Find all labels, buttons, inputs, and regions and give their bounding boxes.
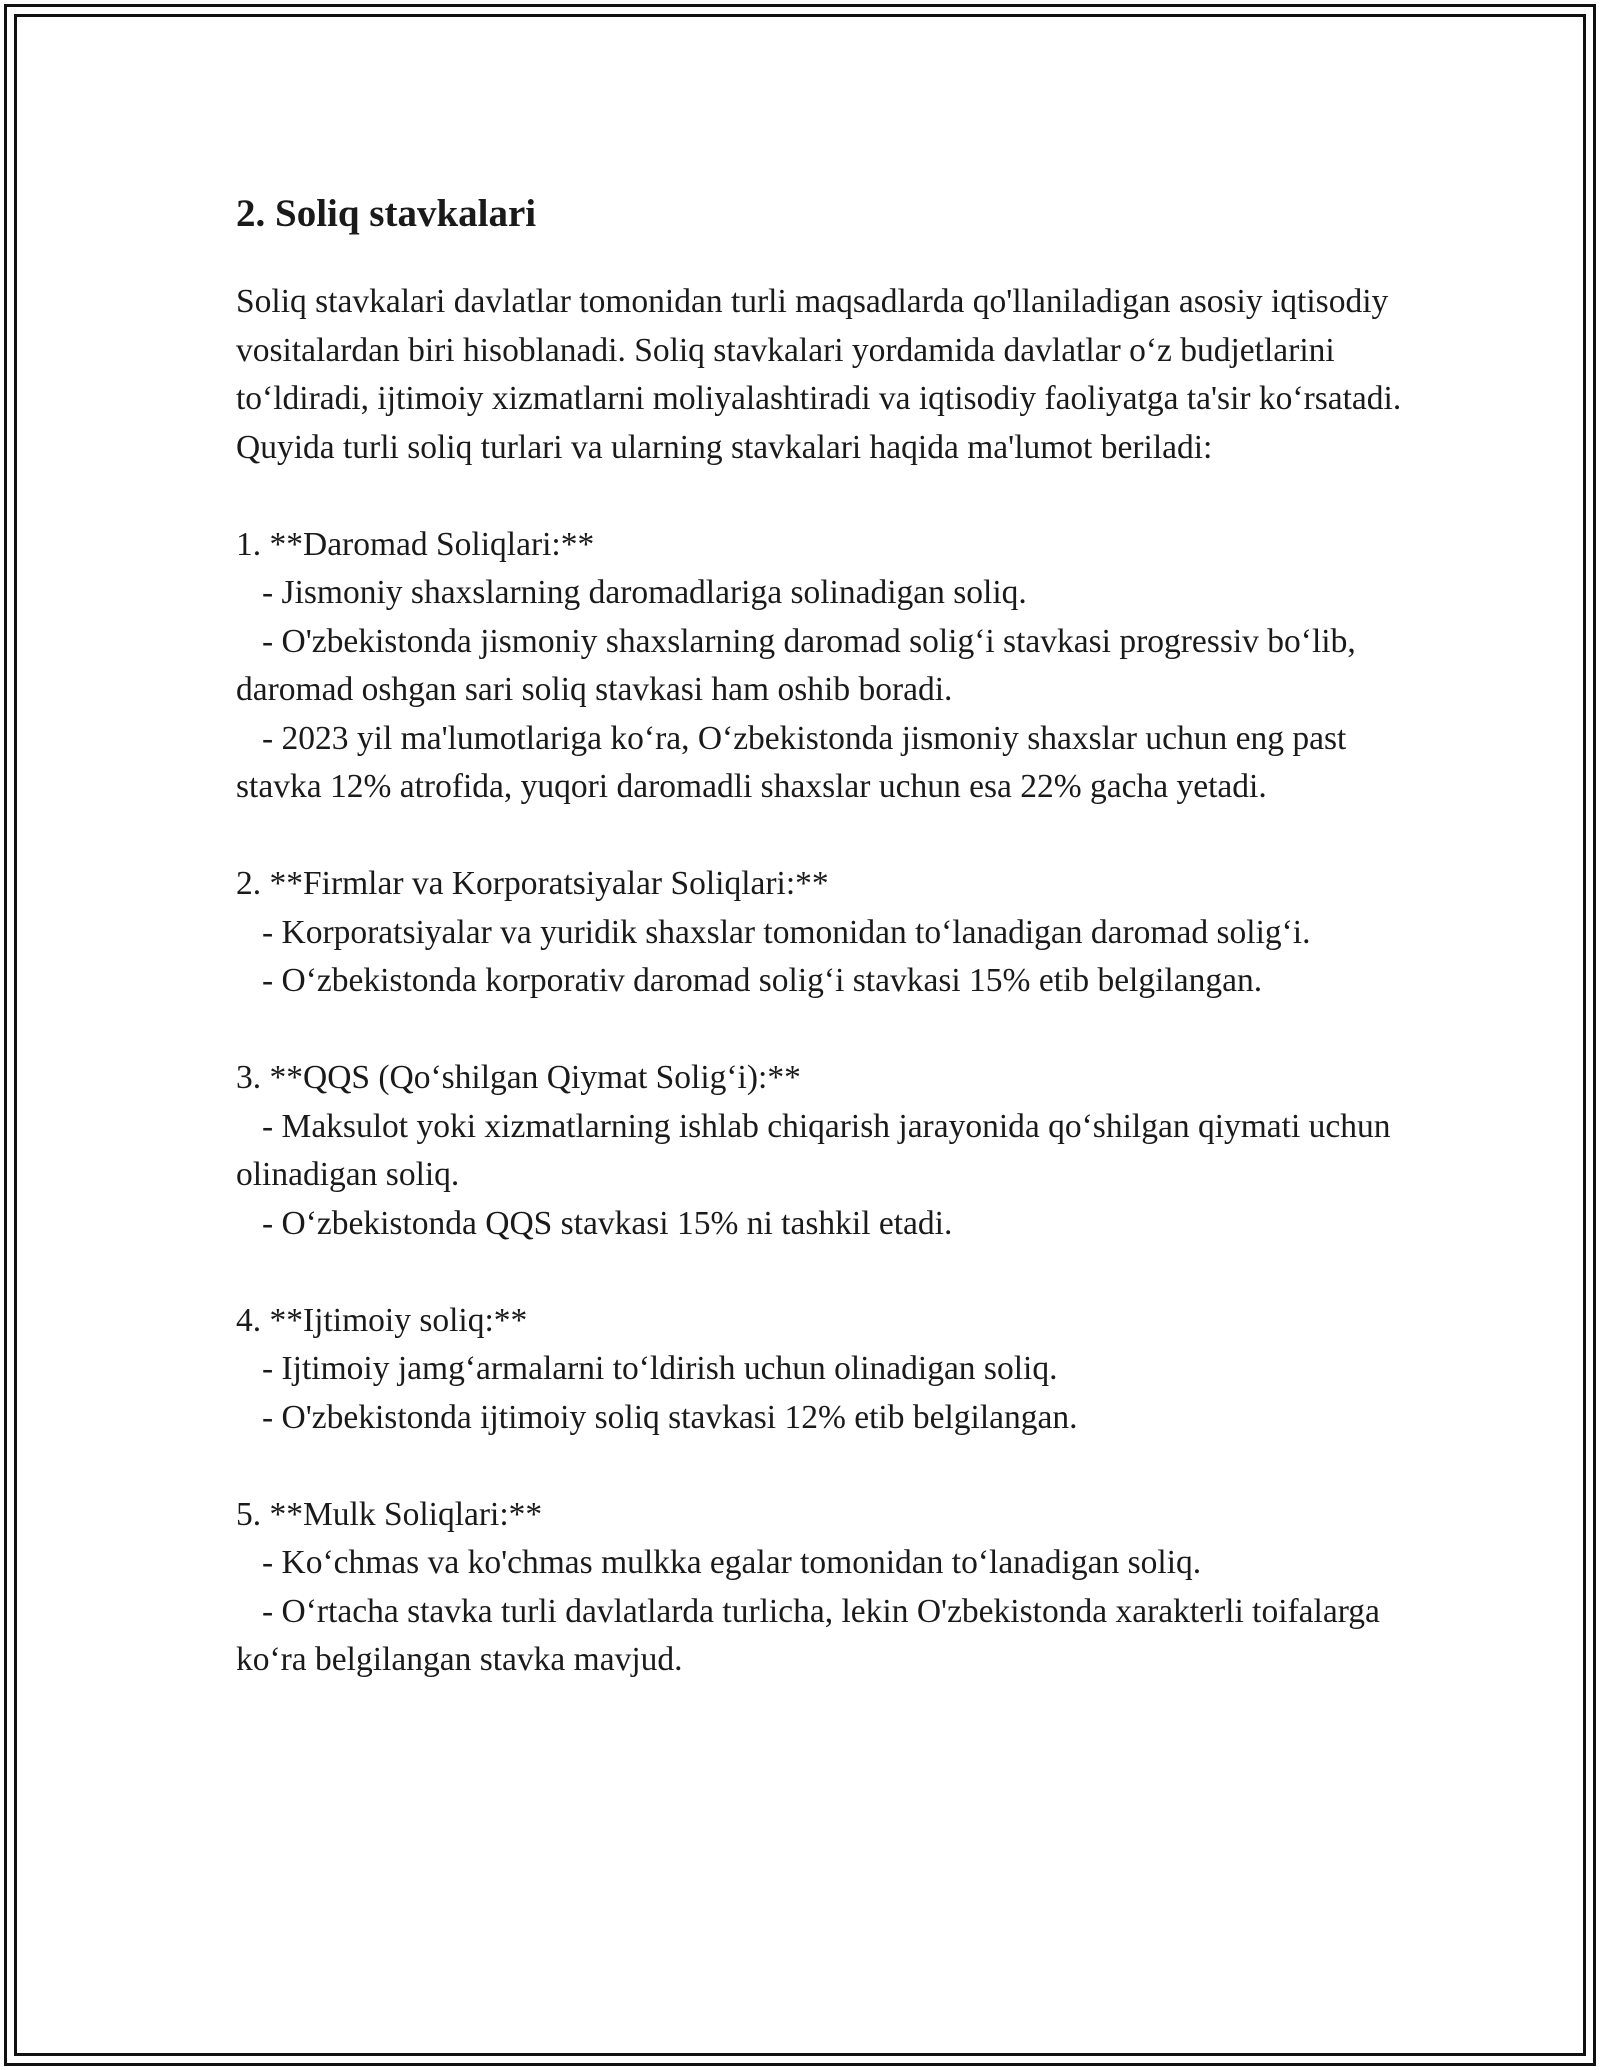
spacer [236, 812, 1416, 861]
list-item-bullet: - Jismoniy shaxslarning daromadlariga solinadigan soliq. [262, 574, 1027, 611]
spacer [236, 1006, 1416, 1055]
spacer [236, 1248, 1416, 1297]
list-item-title: 1. **Daromad Soliqlari:** [236, 525, 595, 563]
list-item-title: 5. **Mulk Soliqlari:** [236, 1495, 543, 1533]
list-item-bullet: - O‘rtacha stavka turli davlatlarda turlicha, lekin O'zbekistonda xarakterli toifalarga ko‘ra belgilangan stavka mavjud. [236, 1592, 1380, 1678]
list-item-title: 4. **Ijtimoiy soliq:** [236, 1301, 528, 1339]
list-item-title: 3. **QQS (Qo‘shilgan Qiymat Solig‘i):** [236, 1059, 801, 1096]
section-heading: 2. Soliq stavkalari [236, 192, 537, 235]
spacer [236, 472, 1416, 521]
list-item-bullet: - Ko‘chmas va ko'chmas mulkka egalar tomonidan to‘lanadigan soliq. [262, 1544, 1202, 1581]
list-item-bullet: - O'zbekistonda jismoniy shaxslarning daromad solig‘i stavkasi progressiv bo‘lib, daromad oshgan sari soliq stavkasi ham oshib boradi. [236, 622, 1356, 708]
list-item-vat [236, 1054, 1416, 1248]
list-item-corporate-tax [236, 860, 1416, 1006]
list-item-bullet: - 2023 yil ma'lumotlariga ko‘ra, O‘zbekistonda jismoniy shaxslar uchun eng past stavka 12% atrofida, yuqori daromadli shaxslar uchun esa 22% gacha yetadi. [236, 719, 1347, 805]
list-item-bullet: - O‘zbekistonda QQS stavkasi 15% ni tashkil etadi. [262, 1204, 953, 1242]
list-item-income-tax [236, 521, 1416, 812]
list-item-property-tax [236, 1491, 1416, 1685]
list-item-bullet: - Maksulot yoki xizmatlarning ishlab chiqarish jarayonida qo‘shilgan qiymati uchun olinadigan soliq. [236, 1107, 1391, 1193]
list-item-bullet: - Korporatsiyalar va yuridik shaxslar tomonidan to‘lanadigan daromad solig‘i. [262, 913, 1311, 951]
spacer [236, 1442, 1416, 1491]
list-item-bullet: - O'zbekistonda ijtimoiy soliq stavkasi 12% etib belgilangan. [262, 1398, 1078, 1436]
intro-paragraph: Soliq stavkalari davlatlar tomonidan turli maqsadlarda qo'llaniladigan asosiy iqtisodiy vositalardan biri hisoblanadi. Soliq stavkalari yordamida davlatlar o‘z budjetlarini to‘ldiradi, ijtimoiy xizmatlarni moliyalashtiradi va iqtisodiy faoliyatga ta'sir ko‘rsatadi. Quyida turli soliq turlari va ularning stavkalari haqida ma'lumot beriladi: [236, 283, 1402, 466]
list-item-bullet: - Ijtimoiy jamg‘armalarni to‘ldirish uchun olinadigan soliq. [262, 1350, 1058, 1387]
list-item-social-tax [236, 1297, 1416, 1443]
document-body [236, 186, 1416, 1685]
list-item-title: 2. **Firmlar va Korporatsiyalar Soliqlari:** [236, 865, 829, 902]
list-item-bullet: - O‘zbekistonda korporativ daromad solig‘i stavkasi 15% etib belgilangan. [262, 962, 1263, 999]
